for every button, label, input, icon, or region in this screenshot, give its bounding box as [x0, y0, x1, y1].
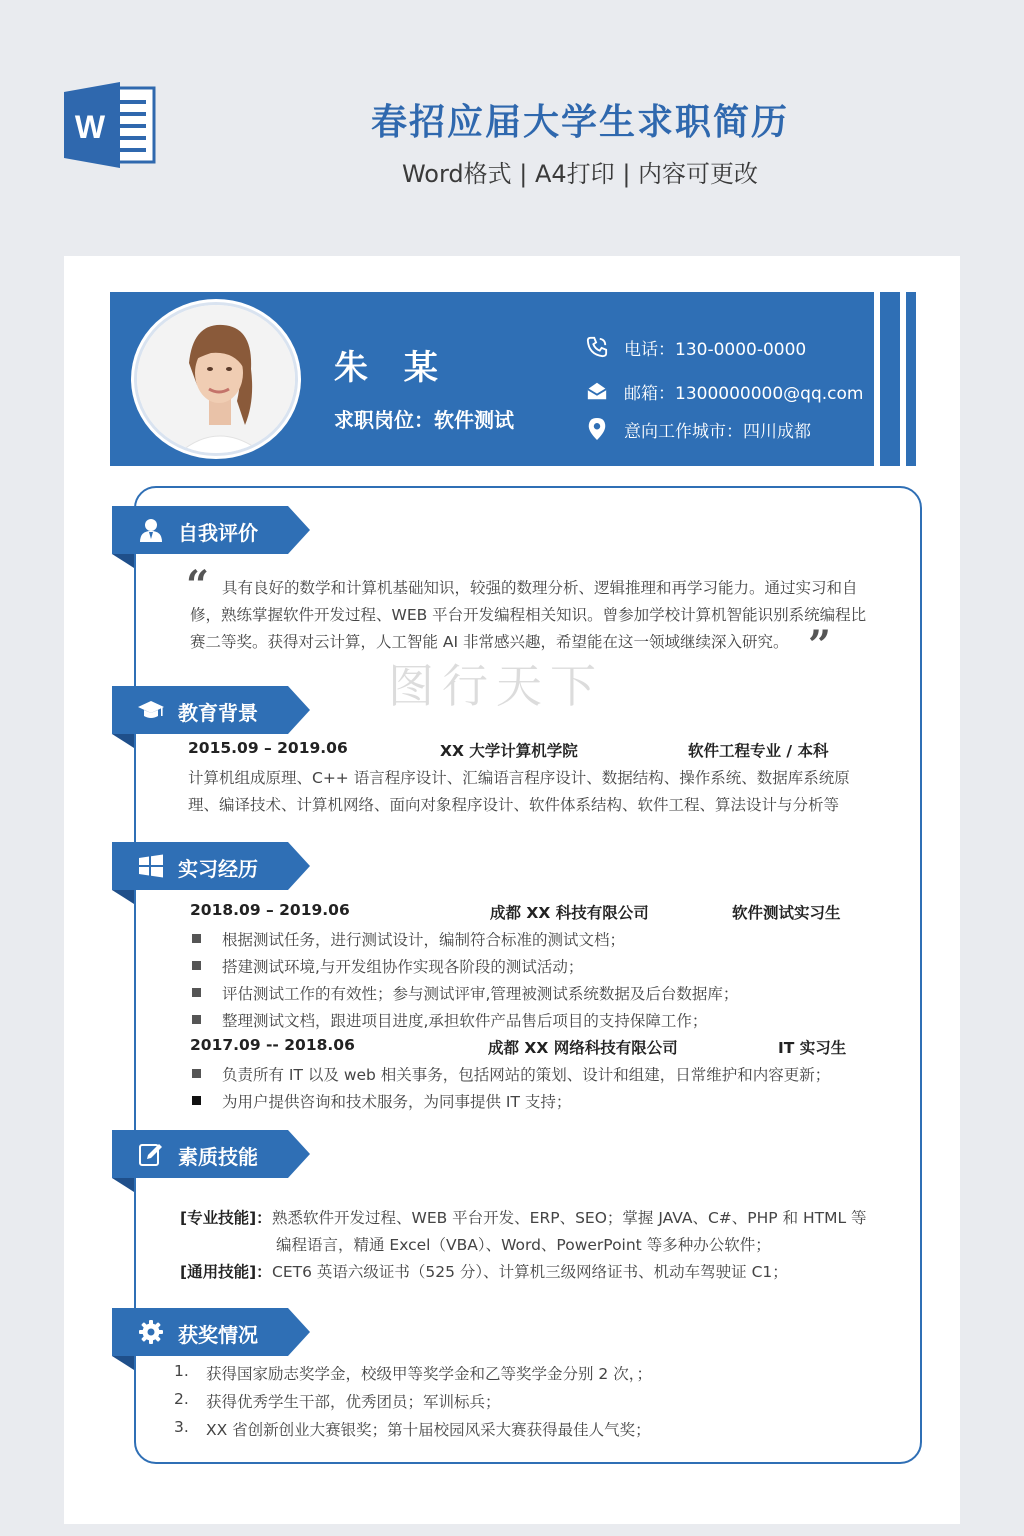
- contact-phone-text: 电话：130-0000-0000: [624, 339, 807, 360]
- word-logo-icon: [64, 82, 156, 168]
- header-stripe-thin: [906, 292, 916, 466]
- job-2-item-1: 负责所有 IT 以及 web 相关事务，包括网站的策划、设计和组建，日常维护和内容更新；: [222, 1066, 831, 1084]
- section-header-internship: [112, 842, 312, 890]
- banner-subtitle: Word格式 | A4打印 | 内容可更改: [401, 160, 759, 188]
- close-quote: ”: [808, 622, 832, 669]
- open-quote: “: [186, 562, 210, 609]
- watermark: 图行天下: [388, 659, 604, 713]
- award-2-num: 2.: [174, 1390, 189, 1408]
- section-title: 获奖情况: [178, 1323, 258, 1347]
- edu-courses-line-2: 理、编译技术、计算机网络、面向对象程序设计、软件体系结构、软件工程、算法设计与分析等: [188, 796, 840, 814]
- self-eval-line-3: 赛二等奖。获得对云计算，人工智能 AI 非常感兴趣，希望能在这一领域继续深入研究。: [190, 633, 789, 651]
- job-2-period: 2017.09 -- 2018.06: [190, 1036, 355, 1054]
- job-1-period: 2018.09 – 2019.06: [190, 901, 350, 919]
- job-2-item-2: 为用户提供咨询和技术服务，为同事提供 IT 支持；: [222, 1093, 572, 1111]
- edu-major: 软件工程专业 / 本科: [688, 742, 829, 760]
- profile-photo: [134, 302, 298, 456]
- contact-email-text: 邮箱：1300000000@qq.com: [624, 383, 864, 404]
- pro-skills-label: [专业技能]：: [180, 1209, 272, 1227]
- award-1-text: 获得国家励志奖学金，校级甲等奖学金和乙等奖学金分别 2 次，；: [206, 1365, 652, 1383]
- logo-letter: W: [74, 109, 106, 145]
- bullet-square: [192, 988, 201, 997]
- edu-period: 2015.09 – 2019.06: [188, 739, 348, 757]
- bullet-square: [192, 1015, 201, 1024]
- section-title: 素质技能: [178, 1145, 258, 1169]
- section-title: 教育背景: [178, 701, 258, 725]
- job-2-role: IT 实习生: [778, 1039, 847, 1057]
- job-1-role: 软件测试实习生: [732, 904, 841, 922]
- pro-skills-line-2: 编程语言，精通 Excel（VBA）、Word、PowerPoint 等多种办公软件；: [276, 1236, 771, 1254]
- job-1-item-4: 整理测试文档，跟进项目进度,承担软件产品售后项目的支持保障工作；: [222, 1012, 708, 1030]
- phone-icon: [584, 334, 610, 360]
- gear-icon: [138, 1319, 164, 1345]
- candidate-name: 朱 某: [334, 348, 450, 388]
- job-1-item-3: 评估测试工作的有效性；参与测试评审,管理被测试系统数据及后台数据库；: [222, 985, 739, 1003]
- edu-school: XX 大学计算机学院: [440, 742, 578, 760]
- section-title: 实习经历: [178, 857, 258, 881]
- section-header-awards: [112, 1308, 312, 1356]
- mail-icon: [584, 378, 610, 404]
- header-stripe: [880, 292, 900, 466]
- bullet-square: [192, 934, 201, 943]
- section-header-self-evaluation: [112, 506, 312, 554]
- job-1-item-2: 搭建测试环境,与开发组协作实现各阶段的测试活动；: [222, 958, 584, 976]
- promo-banner: [0, 0, 1024, 256]
- edu-courses-line-1: 计算机组成原理、C++ 语言程序设计、汇编语言程序设计、数据结构、操作系统、数据库系统原: [188, 769, 850, 787]
- banner-title: 春招应届大学生求职简历: [370, 102, 789, 143]
- contact-phone: [584, 332, 806, 362]
- gen-skills-text: CET6 英语六级证书（525 分）、计算机三级网络证书、机动车驾驶证 C1；: [272, 1263, 788, 1281]
- contact-city: [584, 414, 811, 444]
- section-header-education: [112, 686, 312, 734]
- pro-skills-line-1: 熟悉软件开发过程、WEB 平台开发、ERP、SEO；掌握 JAVA、C#、PHP 和 HTML 等: [272, 1209, 867, 1227]
- location-pin-icon: [584, 416, 610, 442]
- award-2-text: 获得优秀学生干部，优秀团员；军训标兵；: [206, 1393, 501, 1411]
- graduation-cap-icon: [138, 697, 164, 723]
- bullet-square: [192, 1096, 201, 1105]
- bullet-square: [192, 1069, 201, 1078]
- award-1-num: 1.: [174, 1362, 189, 1380]
- job-2-company: 成都 XX 网络科技有限公司: [488, 1039, 678, 1057]
- portrait-illustration: [137, 305, 298, 456]
- self-eval-line-2: 修，熟练掌握软件开发过程、WEB 平台开发编程相关知识。曾参加学校计算机智能识别系统编程比: [190, 606, 867, 624]
- contact-email: [584, 376, 863, 406]
- section-header-skills: [112, 1130, 312, 1178]
- edit-icon: [138, 1141, 164, 1167]
- award-3-text: XX 省创新创业大赛银奖；第十届校园风采大赛获得最佳人气奖；: [206, 1421, 651, 1439]
- job-objective: 求职岗位：软件测试: [334, 408, 514, 432]
- award-3-num: 3.: [174, 1418, 189, 1436]
- contact-city-text: 意向工作城市：四川成都: [624, 421, 811, 442]
- gen-skills-label: [通用技能]：: [180, 1263, 272, 1281]
- section-title: 自我评价: [178, 521, 258, 545]
- job-1-company: 成都 XX 科技有限公司: [490, 904, 649, 922]
- job-1-item-1: 根据测试任务，进行测试设计，编制符合标准的测试文档；: [222, 931, 626, 949]
- windows-icon: [138, 853, 164, 879]
- self-eval-line-1: 具有良好的数学和计算机基础知识，较强的数理分析、逻辑推理和再学习能力。通过实习和自: [222, 579, 858, 597]
- user-icon: [138, 517, 164, 543]
- bullet-square: [192, 961, 201, 970]
